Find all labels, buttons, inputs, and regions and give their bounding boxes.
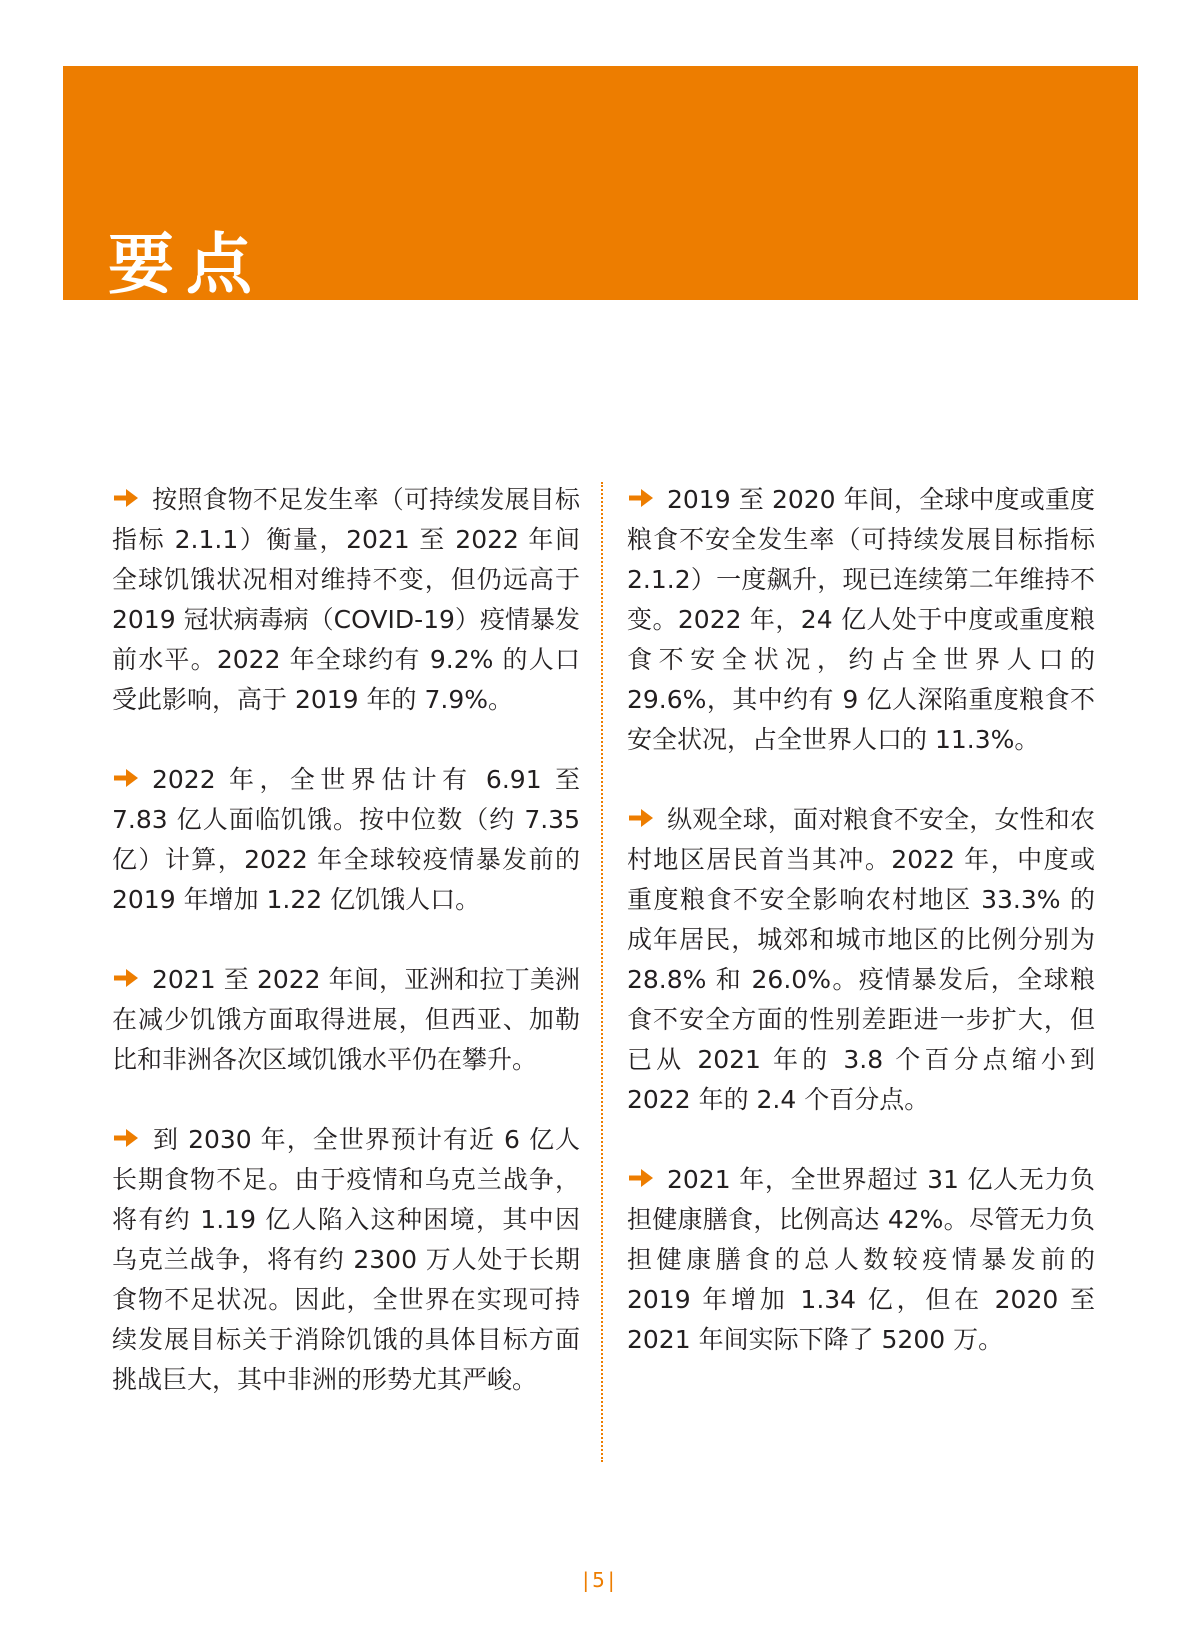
key-point (112, 1120, 580, 1400)
column-divider (601, 482, 603, 1462)
key-point (627, 480, 1095, 760)
arrow-right-icon (112, 764, 140, 792)
left-column (112, 480, 580, 1440)
key-point-text: 按照食物不足发生率（可持续发展目标指标 2.1.1）衡量，2021 至 2022 年间全球饥饿状况相对维持不变，但仍远高于 2019 冠状病毒病（COVID-19）疫情暴发前水平。2022 年全球约有 9.2% 的人口受此影响，高于 2019 年的 7.9%。 (112, 485, 580, 714)
arrow-right-icon (627, 484, 655, 512)
header-banner (63, 66, 1138, 303)
right-column (627, 480, 1095, 1400)
key-point-text: 到 2030 年，全世界预计有近 6 亿人长期食物不足。由于疫情和乌克兰战争，将有约 1.19 亿人陷入这种困境，其中因乌克兰战争，将有约 2300 万人处于长期食物不足状况。因此，全世界在实现可持续发展目标关于消除饥饿的具体目标方面挑战巨大，其中非洲的形势尤其严峻。 (112, 1125, 580, 1394)
arrow-right-icon (112, 484, 140, 512)
key-point-text: 2022 年，全世界估计有 6.91 至 7.83 亿人面临饥饿。按中位数（约 7.35 亿）计算，2022 年全球较疫情暴发前的 2019 年增加 1.22 亿饥饿人口。 (112, 765, 580, 914)
key-point-text: 2021 年，全世界超过 31 亿人无力负担健康膳食，比例高达 42%。尽管无力负担健康膳食的总人数较疫情暴发前的 2019 年增加 1.34 亿，但在 2020 至 2021 年间实际下降了 5200 万。 (627, 1165, 1095, 1354)
arrow-right-icon (112, 964, 140, 992)
page-number: |5| (582, 1568, 618, 1592)
page-title: 要点 (108, 226, 264, 303)
key-point-text: 纵观全球，面对粮食不安全，女性和农村地区居民首当其冲。2022 年，中度或重度粮食不安全影响农村地区 33.3% 的成年居民，城郊和城市地区的比例分别为 28.8% 和 26.0%。疫情暴发后，全球粮食不安全方面的性别差距进一步扩大，但已从 2021 年的 3.8 个百分点缩小到 2022 年的 2.4 个百分点。 (627, 805, 1095, 1114)
key-point (627, 800, 1095, 1120)
key-point (112, 760, 580, 920)
key-point (112, 960, 580, 1080)
key-point (112, 480, 580, 720)
key-point-text: 2021 至 2022 年间，亚洲和拉丁美洲在减少饥饿方面取得进展，但西亚、加勒比和非洲各次区域饥饿水平仍在攀升。 (112, 965, 580, 1074)
arrow-right-icon (627, 804, 655, 832)
key-point (627, 1160, 1095, 1360)
arrow-right-icon (627, 1164, 655, 1192)
arrow-right-icon (112, 1124, 140, 1152)
key-point-text: 2019 至 2020 年间，全球中度或重度粮食不安全发生率（可持续发展目标指标 2.1.2）一度飙升，现已连续第二年维持不变。2022 年，24 亿人处于中度或重度粮食不安全状况，约占全世界人口的 29.6%，其中约有 9 亿人深陷重度粮食不安全状况，占全世界人口的 11.3%。 (627, 485, 1095, 754)
